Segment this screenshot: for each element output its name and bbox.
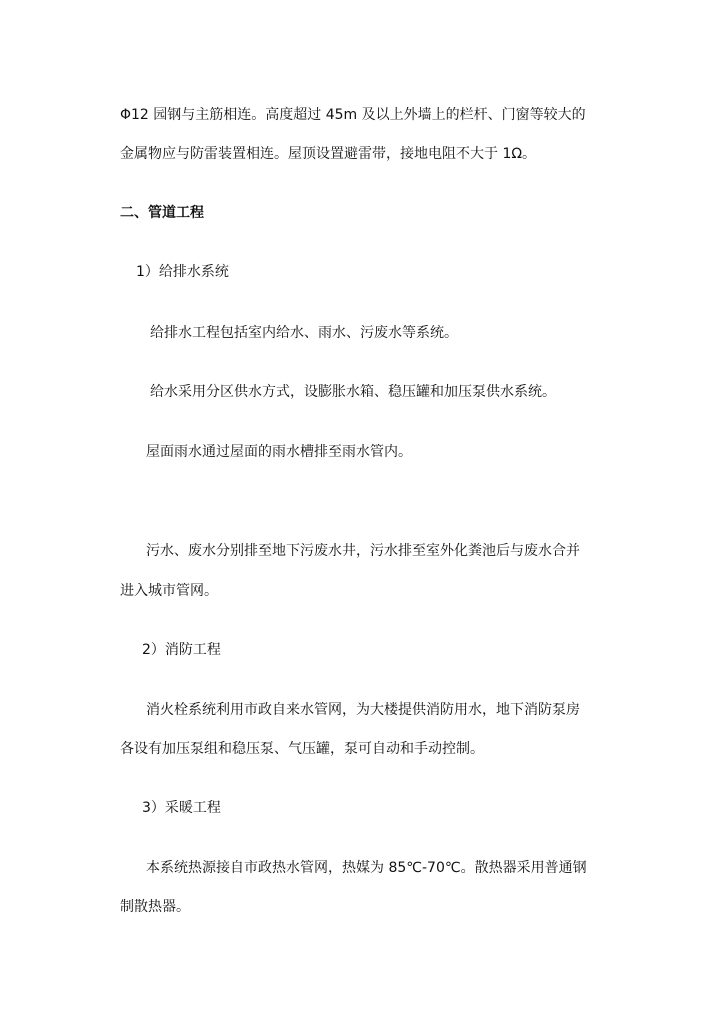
subsection-title-water-supply: 1）给排水系统 bbox=[136, 264, 229, 280]
subsection-title-fire-protection: 2）消防工程 bbox=[142, 642, 221, 658]
paragraph-water-supply-method: 给水采用分区供水方式，设膨胀水箱、稳压罐和加压泵供水系统。 bbox=[150, 384, 556, 400]
paragraph-lightning-line-1: Φ12 园钢与主筋相连。高度超过 45m 及以上外墙上的栏杆、门窗等较大的 bbox=[120, 107, 586, 123]
paragraph-heating-line-2: 制散热器。 bbox=[120, 899, 190, 915]
paragraph-sewage-line-2: 进入城市管网。 bbox=[120, 583, 218, 599]
paragraph-rainwater: 屋面雨水通过屋面的雨水槽排至雨水管内。 bbox=[146, 444, 412, 460]
paragraph-sewage-line-1: 污水、废水分别排至地下污废水井，污水排至室外化粪池后与废水合并 bbox=[146, 543, 580, 559]
paragraph-fire-protection-line-2: 各设有加压泵组和稳压泵、气压罐，泵可自动和手动控制。 bbox=[120, 741, 484, 757]
paragraph-lightning-line-2: 金属物应与防雷装置相连。屋顶设置避雷带，接地电阻不大于 1Ω。 bbox=[120, 146, 537, 162]
subsection-title-heating: 3）采暖工程 bbox=[142, 800, 221, 816]
section-title-pipeline: 二、管道工程 bbox=[120, 205, 204, 221]
paragraph-heating-line-1: 本系统热源接自市政热水管网，热媒为 85℃-70℃。散热器采用普通钢 bbox=[146, 860, 587, 876]
paragraph-fire-protection-line-1: 消火栓系统利用市政自来水管网，为大楼提供消防用水，地下消防泵房 bbox=[146, 702, 580, 718]
paragraph-water-supply-scope: 给排水工程包括室内给水、雨水、污废水等系统。 bbox=[150, 325, 458, 341]
